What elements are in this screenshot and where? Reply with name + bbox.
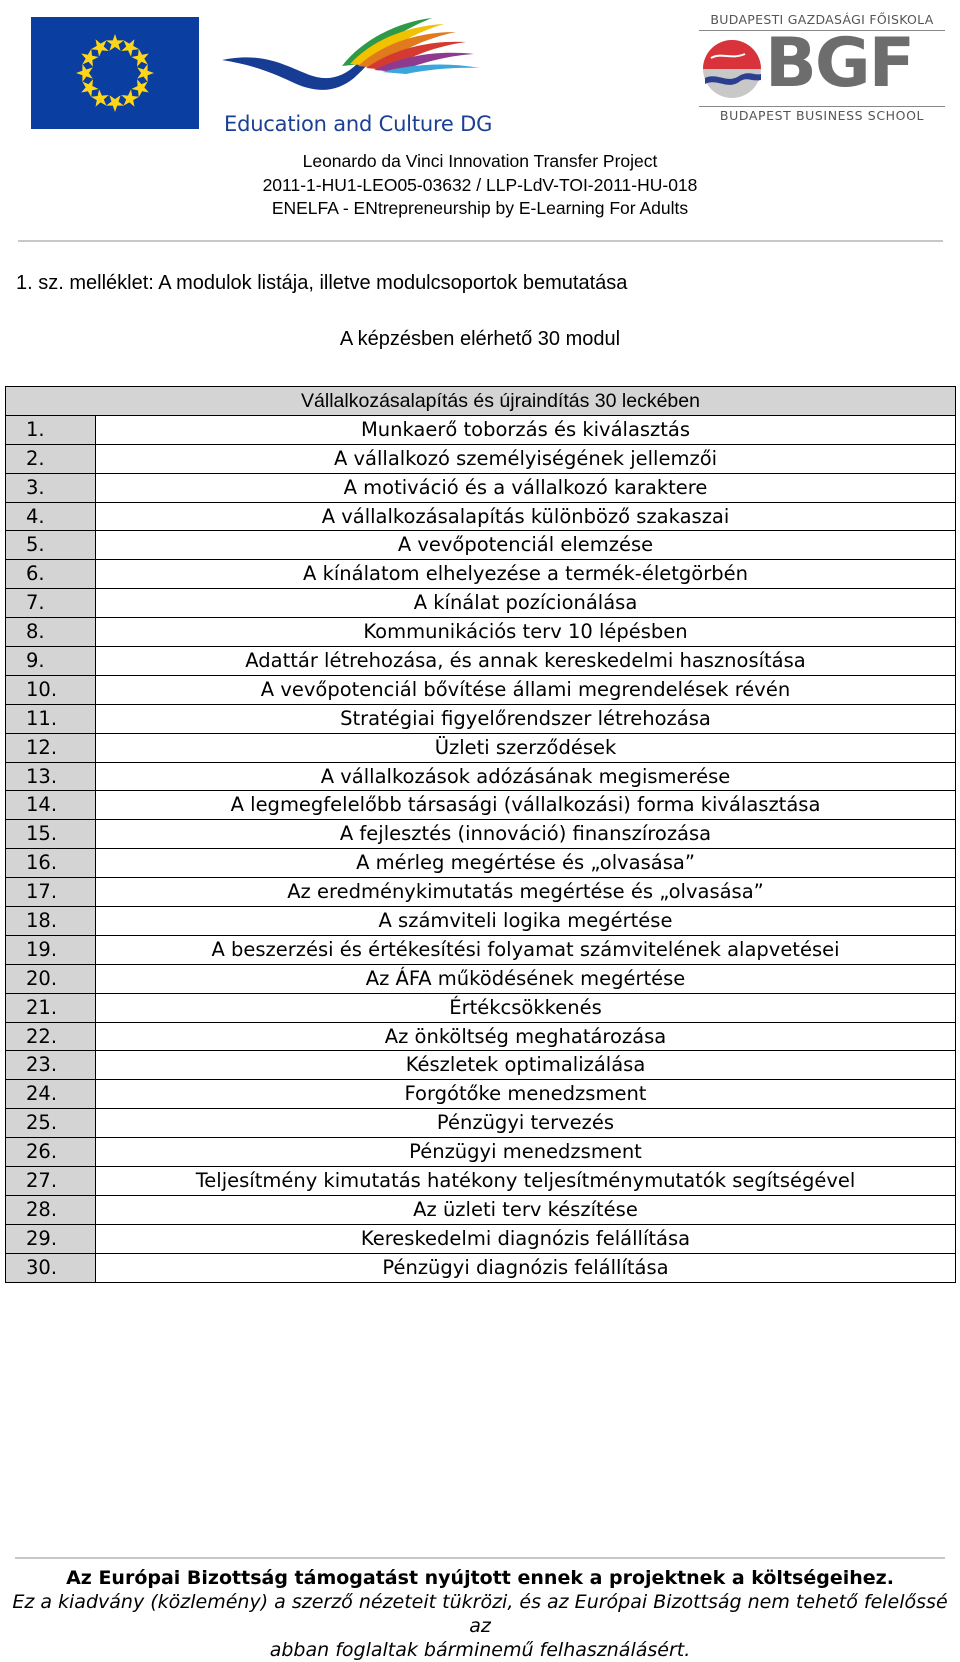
table-row: [6, 531, 956, 560]
module-number: 24.: [6, 1080, 96, 1109]
table-row: [6, 444, 956, 473]
table-row: [6, 878, 956, 907]
module-number: 6.: [6, 560, 96, 589]
module-title: A motiváció és a vállalkozó karaktere: [96, 473, 956, 502]
module-title: A mérleg megértése és „olvasása”: [96, 849, 956, 878]
module-number: 14.: [6, 791, 96, 820]
table-row: [6, 618, 956, 647]
bgf-bottom-text: BUDAPEST BUSINESS SCHOOL: [719, 108, 925, 123]
module-title: Pénzügyi menedzsment: [96, 1138, 956, 1167]
bgf-top-text: BUDAPESTI GAZDASÁGI FŐISKOLA: [710, 12, 934, 27]
module-number: 17.: [6, 878, 96, 907]
footer-line-3: abban foglaltak bárminemű felhasználásért.: [269, 1639, 691, 1661]
header-divider: [18, 240, 943, 242]
bgf-logo: [697, 8, 947, 126]
module-title: Értékcsökkenés: [96, 993, 956, 1022]
module-number: 26.: [6, 1138, 96, 1167]
module-title: A fejlesztés (innováció) finanszírozása: [96, 820, 956, 849]
module-number: 3.: [6, 473, 96, 502]
module-number: 7.: [6, 589, 96, 618]
table-row: [6, 589, 956, 618]
table-row: [6, 907, 956, 936]
project-line-3: ENELFA - ENtrepreneurship by E-Learning For Adults: [271, 198, 689, 218]
module-title: Pénzügyi diagnózis felállítása: [96, 1253, 956, 1282]
module-title: Az eredménykimutatás megértése és „olvasása”: [96, 878, 956, 907]
table-row: [6, 993, 956, 1022]
table-row: [6, 675, 956, 704]
footer: [0, 1566, 960, 1662]
module-title: A beszerzési és értékesítési folyamat számvitelének alapvetései: [96, 935, 956, 964]
module-number: 19.: [6, 935, 96, 964]
table-row: [6, 964, 956, 993]
table-row: [6, 733, 956, 762]
module-title: A kínálatom elhelyezése a termék-életgörbén: [96, 560, 956, 589]
module-title: Munkaerő toborzás és kiválasztás: [96, 415, 956, 444]
module-number: 21.: [6, 993, 96, 1022]
bgf-letters: BGF: [765, 24, 914, 103]
module-rows: [6, 415, 956, 1282]
module-title: Stratégiai figyelőrendszer létrehozása: [96, 704, 956, 733]
footer-divider: [15, 1557, 945, 1559]
module-title: Forgótőke menedzsment: [96, 1080, 956, 1109]
project-line-2: 2011-1-HU1-LEO05-03632 / LLP-LdV-TOI-2011-HU-018: [262, 174, 698, 195]
module-title: A legmegfelelőbb társasági (vállalkozási) forma kiválasztása: [96, 791, 956, 820]
table-row: [6, 1080, 956, 1109]
modules-table: [5, 386, 956, 1283]
module-number: 30.: [6, 1253, 96, 1282]
module-number: 23.: [6, 1051, 96, 1080]
project-info: [0, 150, 960, 221]
table-row: [6, 1022, 956, 1051]
module-number: 20.: [6, 964, 96, 993]
table-row: [6, 473, 956, 502]
table-row: [6, 560, 956, 589]
table-row: [6, 1051, 956, 1080]
table-row: [6, 1253, 956, 1282]
table-row: [6, 415, 956, 444]
bgf-bottom-rule: [699, 106, 945, 107]
module-title: Az üzleti terv készítése: [96, 1195, 956, 1224]
module-title: Készletek optimalizálása: [96, 1051, 956, 1080]
module-number: 29.: [6, 1224, 96, 1253]
module-number: 18.: [6, 907, 96, 936]
module-title: Üzleti szerződések: [96, 733, 956, 762]
module-title: Kereskedelmi diagnózis felállítása: [96, 1224, 956, 1253]
table-row: [6, 935, 956, 964]
module-title: A kínálat pozícionálása: [96, 589, 956, 618]
module-title: Teljesítmény kimutatás hatékony teljesítménymutatók segítségével: [96, 1167, 956, 1196]
module-number: 10.: [6, 675, 96, 704]
footer-line-2: Ez a kiadvány (közlemény) a szerző nézeteit tükrözi, és az Európai Bizottság nem tehető felelőssé az: [12, 1591, 948, 1637]
eu-stars-icon: [31, 17, 199, 129]
table-row: [6, 820, 956, 849]
edu-logo-text: Education and Culture DG: [224, 112, 493, 136]
module-number: 12.: [6, 733, 96, 762]
table-row: [6, 1224, 956, 1253]
eu-flag-logo: [31, 17, 199, 129]
page-subtitle: A képzésben elérhető 30 modul: [339, 328, 621, 350]
table-row: [6, 1138, 956, 1167]
wing-swoosh-icon: [222, 12, 492, 112]
table-row: [6, 502, 956, 531]
bgf-globe-icon: [701, 38, 763, 100]
page-title: 1. sz. melléklet: A modulok listája, illetve modulcsoportok bemutatása: [16, 272, 628, 294]
project-line-1: Leonardo da Vinci Innovation Transfer Project: [302, 151, 658, 171]
module-number: 16.: [6, 849, 96, 878]
module-number: 8.: [6, 618, 96, 647]
module-title: Adattár létrehozása, és annak kereskedelmi hasznosítása: [96, 647, 956, 676]
module-number: 27.: [6, 1167, 96, 1196]
module-number: 28.: [6, 1195, 96, 1224]
table-header-row: [6, 387, 956, 416]
table-row: [6, 1167, 956, 1196]
table-row: [6, 849, 956, 878]
module-number: 4.: [6, 502, 96, 531]
module-number: 1.: [6, 415, 96, 444]
module-number: 9.: [6, 647, 96, 676]
module-title: Az önköltség meghatározása: [96, 1022, 956, 1051]
module-number: 25.: [6, 1109, 96, 1138]
module-title: Kommunikációs terv 10 lépésben: [96, 618, 956, 647]
module-number: 22.: [6, 1022, 96, 1051]
module-number: 11.: [6, 704, 96, 733]
table-row: [6, 791, 956, 820]
module-number: 5.: [6, 531, 96, 560]
module-title: Az ÁFA működésének megértése: [96, 964, 956, 993]
module-title: A vállalkozásalapítás különböző szakaszai: [96, 502, 956, 531]
module-title: A vevőpotenciál elemzése: [96, 531, 956, 560]
module-number: 2.: [6, 444, 96, 473]
table-row: [6, 1109, 956, 1138]
module-group-title: Vállalkozásalapítás és újraindítás 30 leckében: [6, 387, 956, 416]
module-number: 13.: [6, 762, 96, 791]
module-title: A vállalkozások adózásának megismerése: [96, 762, 956, 791]
module-title: A számviteli logika megértése: [96, 907, 956, 936]
education-culture-logo: [222, 12, 492, 137]
table-row: [6, 1195, 956, 1224]
table-row: [6, 762, 956, 791]
module-title: Pénzügyi tervezés: [96, 1109, 956, 1138]
table-row: [6, 704, 956, 733]
table-row: [6, 647, 956, 676]
footer-line-1: Az Európai Bizottság támogatást nyújtott ennek a projektnek a költségeihez.: [66, 1567, 894, 1589]
module-title: A vállalkozó személyiségének jellemzői: [96, 444, 956, 473]
module-number: 15.: [6, 820, 96, 849]
module-title: A vevőpotenciál bővítése állami megrendelések révén: [96, 675, 956, 704]
